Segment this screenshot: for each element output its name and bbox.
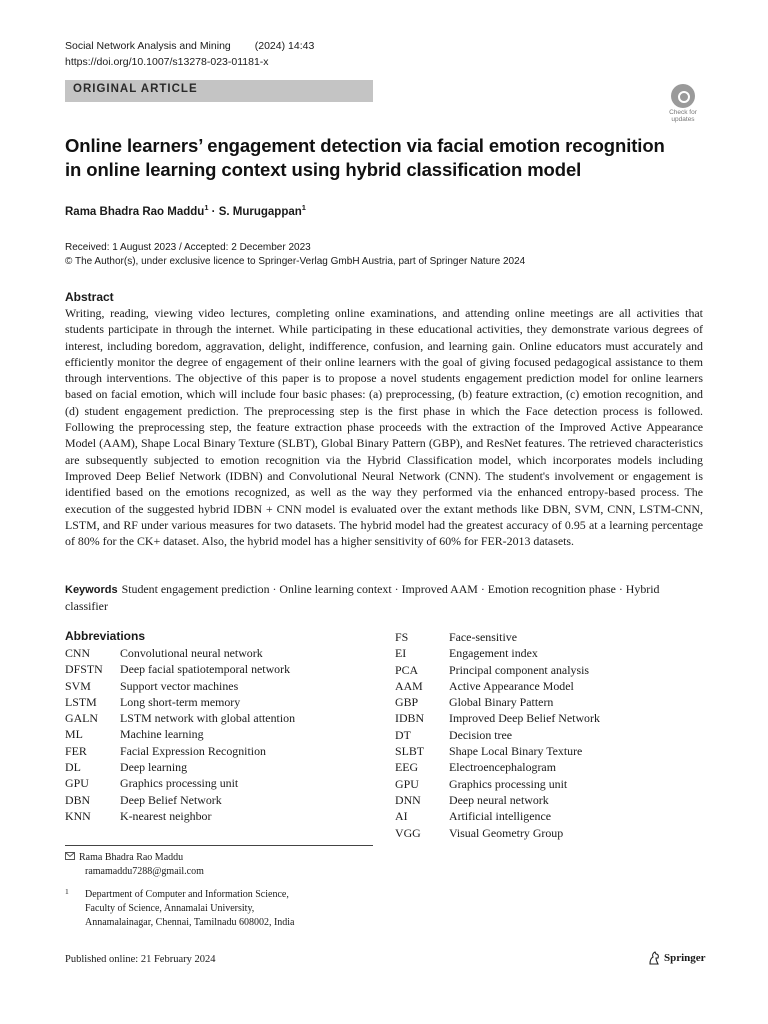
received-accepted: Received: 1 August 2023 / Accepted: 2 December 2023 [65,242,311,253]
abbreviation-row [65,726,295,742]
abbreviation-definition: Machine learning [120,727,204,742]
abbreviation-definition: Artificial intelligence [449,809,552,824]
doi-link[interactable]: https://doi.org/10.1007/s13278-023-01181-x [65,56,269,68]
abbreviations-right-column [395,629,600,841]
affiliation-line-1: Department of Computer and Information Science, [85,889,289,900]
abbreviation-definition: Graphics processing unit [120,776,239,791]
footnote-divider [65,845,373,846]
abbreviation-row [65,694,295,710]
author-1[interactable]: Rama Bhadra Rao Maddu [65,205,205,218]
abbreviation-row [395,727,600,743]
abbreviation-definition: Global Binary Pattern [449,695,554,710]
abbreviation-row [65,743,295,759]
abbreviation-row [395,645,600,661]
abbreviation-definition: Principal component analysis [449,662,590,677]
abbreviation-term: KNN [65,808,91,823]
abbreviation-row [65,710,295,726]
abbreviation-row [395,759,600,775]
article-type-banner [65,80,373,102]
envelope-icon [65,851,79,865]
abbreviation-row [65,775,295,791]
abbreviation-term: GPU [395,776,419,791]
abbreviation-row [395,678,600,694]
abbreviation-definition: Visual Geometry Group [449,825,564,840]
author-1-affiliation: 1 [204,203,209,212]
abbreviation-term: ML [65,727,83,742]
title-line-2: in online learning context using hybrid classification model [65,159,582,180]
abbreviation-row [65,792,295,808]
check-for-updates-icon [671,84,695,108]
affiliation-footnote [65,888,295,930]
abbreviation-term: FS [395,630,409,644]
abbreviation-row [395,710,600,726]
author-2[interactable]: S. Murugappan [218,205,302,218]
abbreviation-term: LSTM [65,694,97,709]
abbreviation-row [395,694,600,710]
check-updates-line1: Check for [669,109,697,116]
journal-header [65,40,314,52]
abbreviation-term: FER [65,743,87,758]
check-updates-line2: updates [671,116,695,123]
abbreviation-term: DL [65,760,81,775]
abbreviation-definition: Graphics processing unit [449,776,568,791]
publisher-logo [648,951,706,965]
abbreviation-term: DT [395,727,411,742]
abbreviation-definition: Electroencephalogram [449,760,556,775]
abbreviation-term: DBN [65,792,91,807]
article-title [65,134,705,182]
abbreviation-term: SLBT [395,744,425,759]
abbreviation-term: PCA [395,662,419,677]
keywords-label: Keywords [65,584,118,596]
abbreviation-term: AAM [395,678,423,693]
abbreviation-term: GBP [395,695,419,710]
abbreviation-term: GALN [65,711,99,726]
abbreviation-term: EI [395,646,407,661]
corresponding-author [65,851,204,879]
abstract-body: Writing, reading, viewing video lectures, completing online examinations, and attending online meetings are all activities that students participate in through the internet. While participating in these educational activities, they demonstrate various degrees of interest, including boredom, aggravation, delight, indifference, confusion, and learning gain. Online educators must accurately and efficiently monitor the degree of engagement of their online learners with the goal of giving focused pedagogical assistance to them through interventions. The objective of this paper is to propose a novel students engagement prediction model for online learners based on facial emotion, which will include four basic phases: (a) preprocessing, (b) feature extraction, (c) emotion recognition, and (d) student engagement prediction. The preprocessing step is the first phase in which the Face detection process is followed. Following the preprocessing step, the feature extraction phase proceeds with the extraction of the Improved Active Appearance Model (AAM), Shape Local Binary Texture (SLBT), Global Binary Pattern (GBP), and ResNet features. The retrieved characteristics are subsequently subjected to emotion recognition via the Hybrid Classification model, which incorporates models including Improved Deep Belief Network (IDBN) and Convolutional Neural Network (CNN). The student's involvement or engagement is identified based on the emotions recognized, as well as the way they performed via the enhanced entropy-based process. The execution of the suggested hybrid IDBN + CNN model is evaluated over the extant methods like DBN, SVM, CNN, LSTM-CNN, LSTM, and RF under various measures for two datasets. The hybrid model had the greatest accuracy of 0.95 at a learning percentage of 80% for the CK+ dataset. Also, the hybrid model has a higher sensitivity of 60% for FER-2013 datasets. [65,306,703,549]
abbreviation-term: CNN [65,646,91,660]
abbreviation-row [395,792,600,808]
abbreviation-definition: Active Appearance Model [449,678,574,693]
abbreviation-definition: Convolutional neural network [120,646,263,660]
abbreviation-row [65,808,295,824]
corresponding-author-name: Rama Bhadra Rao Maddu [79,852,184,863]
abbreviation-row [65,661,295,677]
abstract-heading: Abstract [65,290,114,304]
publisher-name: Springer [664,952,706,964]
affiliation-number: 1 [65,887,69,896]
abbreviation-definition: Facial Expression Recognition [120,743,266,758]
abbreviation-term: EEG [395,760,419,775]
check-for-updates-badge[interactable] [664,84,702,124]
article-dates [65,241,525,269]
abbreviation-term: DFSTN [65,662,103,677]
abbreviation-row [65,759,295,775]
abbreviation-row [395,743,600,759]
abbreviation-row [395,825,600,841]
abbreviation-term: VGG [395,825,421,840]
abbreviation-row [395,808,600,824]
abbreviation-definition: Decision tree [449,727,513,742]
abbreviation-definition: Face-sensitive [449,630,518,644]
copyright-notice: © The Author(s), under exclusive licence to Springer-Verlag GmbH Austria, part of Springer Nature 2024 [65,256,526,267]
journal-name: Social Network Analysis and Mining [65,40,231,52]
abbreviation-definition: Deep Belief Network [120,792,222,807]
abbreviation-definition: Deep learning [120,760,188,775]
abbreviation-definition: Support vector machines [120,678,239,693]
abbreviation-term: SVM [65,678,91,693]
abbreviation-definition: Shape Local Binary Texture [449,744,583,759]
published-date: Published online: 21 February 2024 [65,954,216,965]
springer-horse-icon [648,951,660,965]
abbreviation-definition: K-nearest neighbor [120,808,212,823]
abbreviation-row [395,776,600,792]
abbreviation-row [65,645,295,661]
author-list [65,203,306,218]
affiliation-line-3: Annamalainagar, Chennai, Tamilnadu 608002, India [85,917,295,928]
author-separator: · [208,205,219,218]
abbreviation-term: DNN [395,792,421,807]
abbreviation-definition: Engagement index [449,646,538,661]
abbreviation-row [65,678,295,694]
journal-volume: (2024) 14:43 [254,40,315,52]
affiliation-line-2: Faculty of Science, Annamalai University, [85,903,255,914]
abbreviation-term: GPU [65,776,89,791]
article-type-label: ORIGINAL ARTICLE [73,83,198,95]
abbreviation-definition: LSTM network with global attention [120,711,296,726]
abbreviation-row [395,662,600,678]
keywords-text: Student engagement prediction · Online learning context · Improved AAM · Emotion recognition phase · Hybrid classifier [65,582,660,614]
corresponding-author-email[interactable]: ramamaddu7288@gmail.com [85,866,204,877]
abbreviation-definition: Improved Deep Belief Network [449,711,600,726]
abbreviation-definition: Deep neural network [449,792,549,807]
abbreviation-term: IDBN [395,711,425,726]
title-line-1: Online learners’ engagement detection via facial emotion recognition [65,135,665,156]
abbreviations-heading: Abbreviations [65,629,146,643]
keywords [65,581,703,615]
abbreviation-term: AI [395,809,408,824]
author-2-affiliation: 1 [301,203,306,212]
abbreviation-definition: Deep facial spatiotemporal network [120,662,291,677]
abbreviation-row [395,629,600,645]
abbreviations-left-column [65,645,295,824]
abbreviation-definition: Long short-term memory [120,694,241,709]
